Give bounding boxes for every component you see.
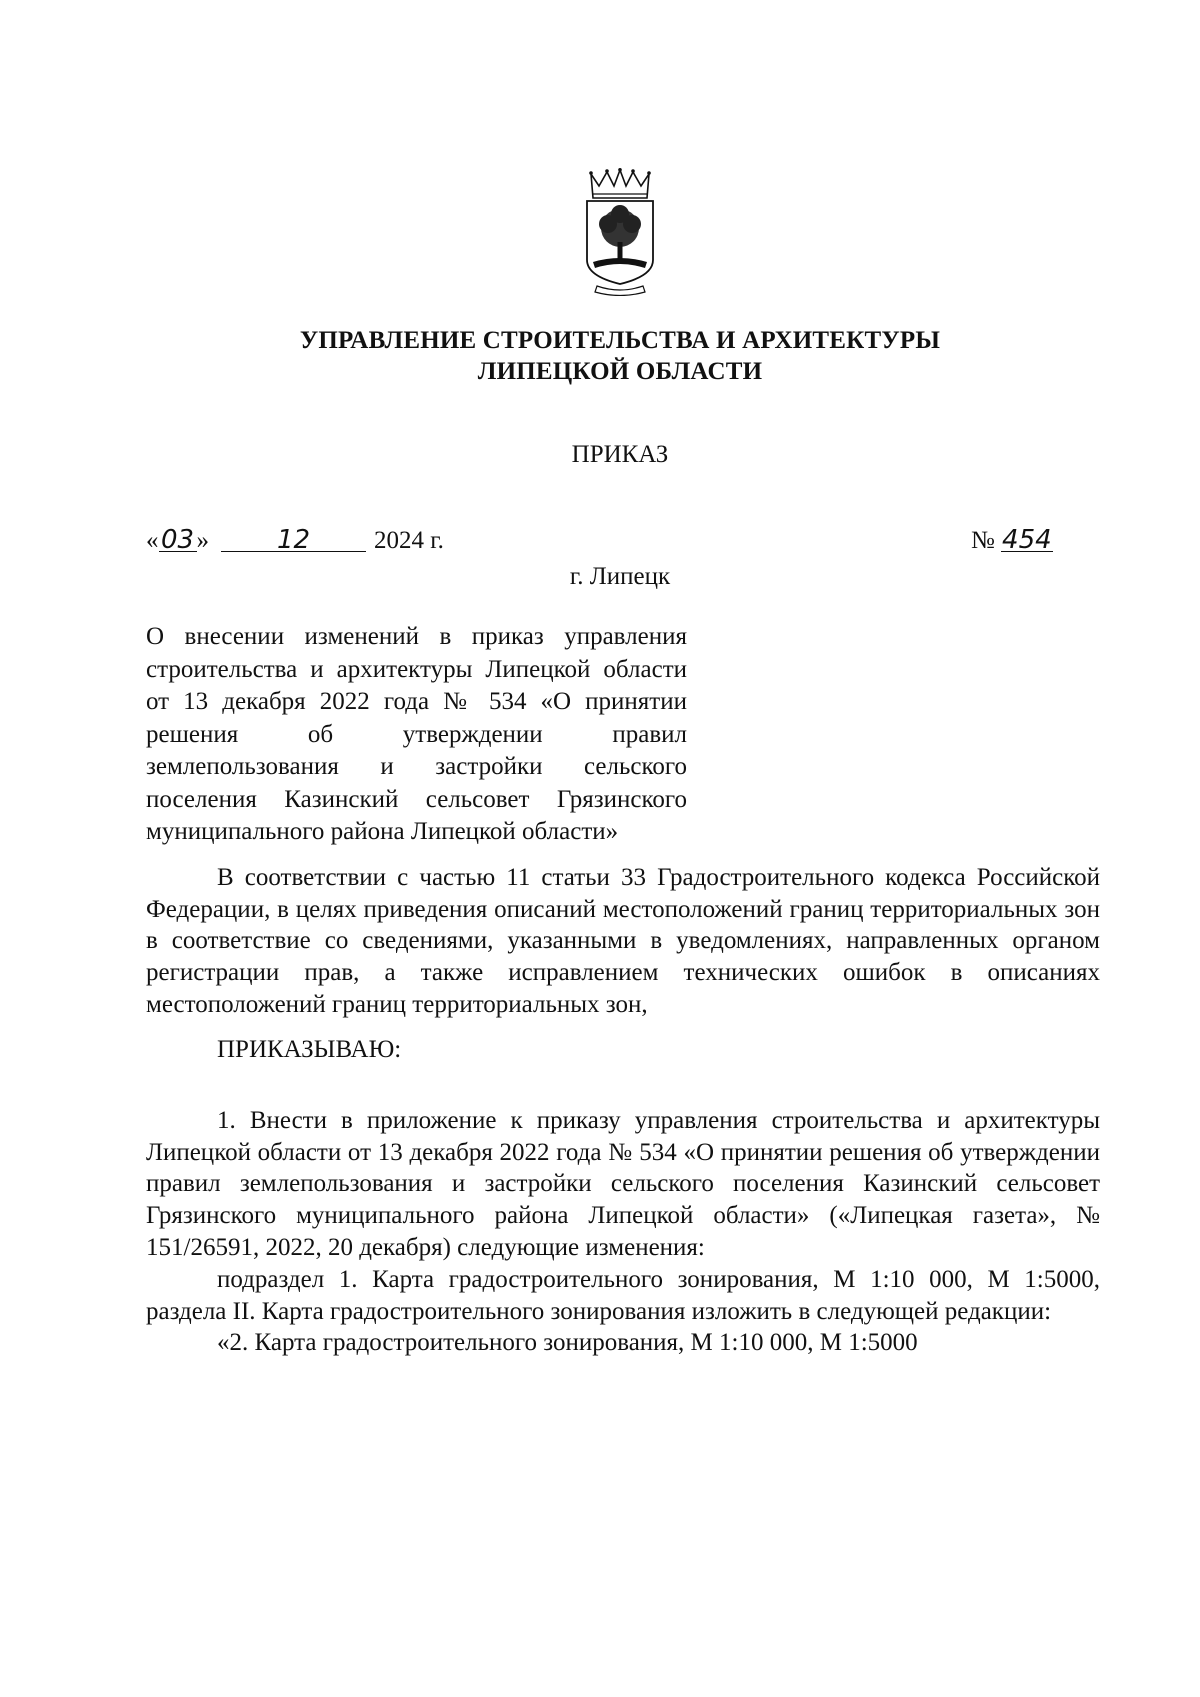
date-day-handwritten: 03: [159, 529, 197, 552]
subject-text-last-line: муниципального района Липецкой области»: [146, 818, 619, 845]
coat-of-arms-emblem: [583, 168, 657, 296]
date-quote-close: »: [196, 527, 209, 554]
document-city: г. Липецк: [569, 563, 671, 590]
date-year: 2024 г.: [374, 527, 444, 554]
preamble-paragraph: В соответствии с частью 11 статьи 33 Градостроительного кодекса Российской Федерации, в целях приведения описаний местоположений границ территориальных зон в соответствие со сведениями, указанными в уведомлениях, направленных органом регистрации прав, а также исправлением технических ошибок в описаниях местоположений границ территориальных зон,: [146, 864, 1100, 1018]
number-value-handwritten: 454: [1002, 525, 1052, 555]
document-number: [971, 527, 1053, 555]
org-name-line-1: УПРАВЛЕНИЕ СТРОИТЕЛЬСТВА И АРХИТЕКТУРЫ: [299, 327, 941, 354]
document-type-title: ПРИКАЗ: [571, 441, 669, 468]
subsection-paragraph: подраздел 1. Карта градостроительного зонирования, М 1:10 000, М 1:5000, раздела II. Карта градостроительного зонирования изложить в следующей редакции:: [146, 1266, 1100, 1325]
org-name-line-2: ЛИПЕЦКОЙ ОБЛАСТИ: [477, 358, 763, 385]
number-label: №: [971, 527, 995, 554]
subject-text: О внесении изменений в приказ управления строительства и архитектуры Липецкой области от 13 декабря 2022 года № 534 «О принятии решения об утверждении правил землепользования и застройки сельского поселения Казинский сельсовет Грязинского: [146, 623, 687, 813]
order-word: ПРИКАЗЫВАЮ:: [217, 1036, 402, 1063]
document-date: [146, 527, 444, 555]
document-subject: [146, 621, 687, 849]
date-month-handwritten: 12: [221, 529, 366, 552]
quoted-section-start: «2. Карта градостроительного зонирования, М 1:10 000, М 1:5000: [217, 1329, 918, 1356]
date-quote-open: «: [146, 527, 159, 554]
item-1-paragraph: 1. Внести в приложение к приказу управления строительства и архитектуры Липецкой области от 13 декабря 2022 года № 534 «О принятии решения об утверждении правил землепользования и застройки сельского поселения Казинский сельсовет Грязинского муниципального района Липецкой области» («Липецкая газета», № 151/26591, 2022, 20 декабря) следующие изменения:: [146, 1107, 1100, 1261]
